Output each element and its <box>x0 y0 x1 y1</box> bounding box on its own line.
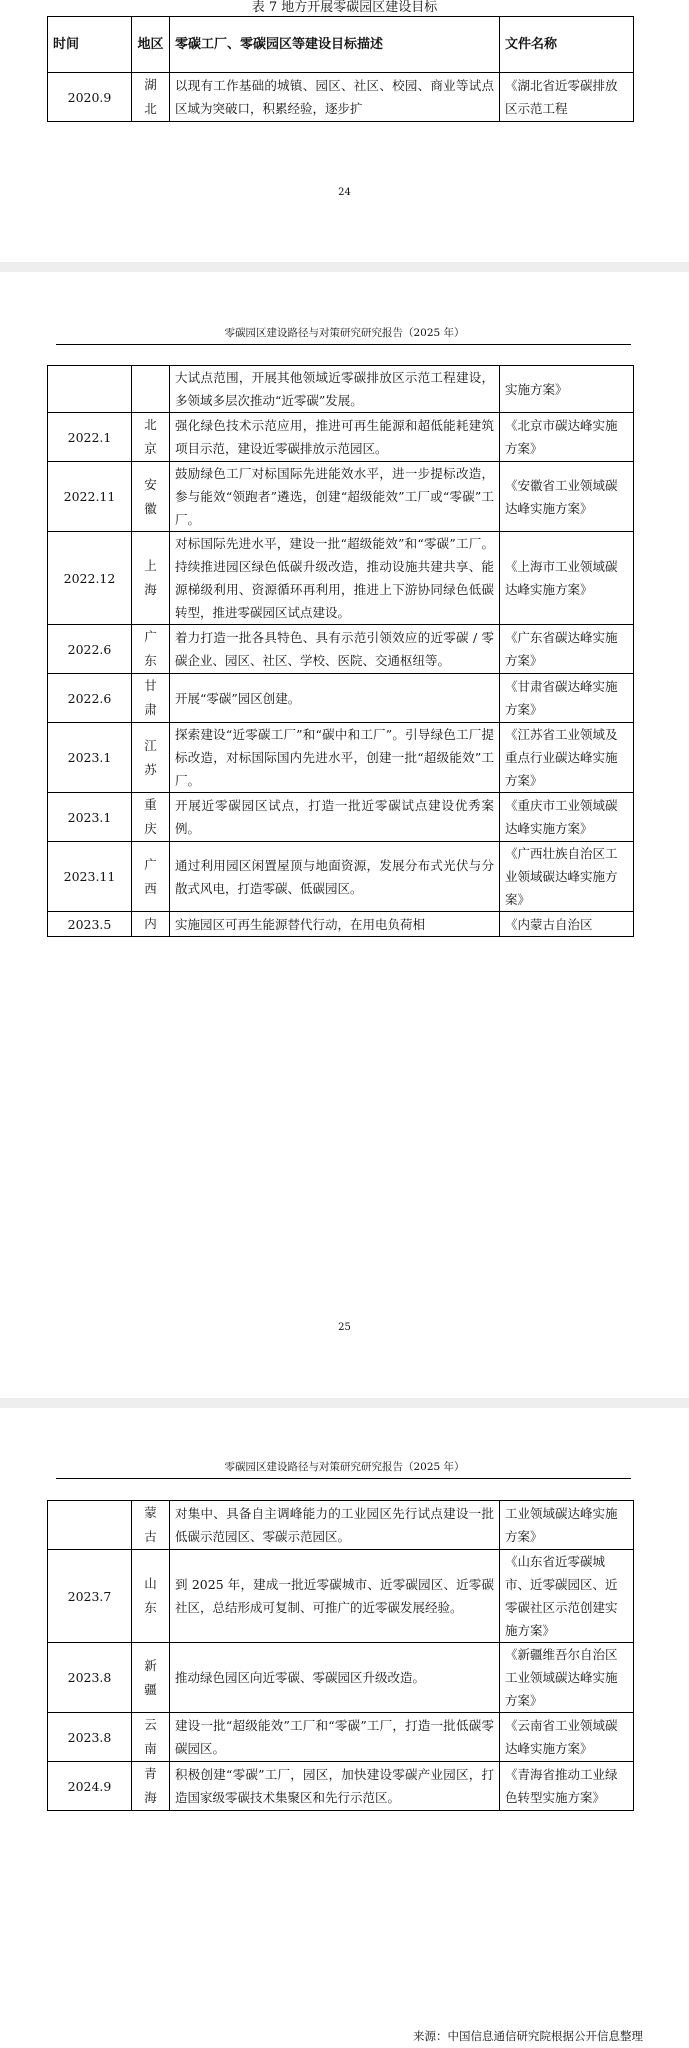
cell-time <box>48 1501 132 1550</box>
cell-time: 2022.1 <box>48 413 132 462</box>
table-row <box>48 1643 634 1713</box>
cell-desc: 强化绿色技术示范应用，推进可再生能源和超低能耗建筑项目示范，建设近零碳排放示范园区。 <box>170 413 500 462</box>
running-header: 零碳园区建设路径与对策研究研究报告（2025 年） <box>224 327 465 339</box>
header-doc: 文件名称 <box>500 17 634 73</box>
cell-doc: 《重庆市工业领域碳达峰实施方案》 <box>500 793 634 842</box>
cell-time: 2020.9 <box>48 73 132 122</box>
cell-doc: 《江苏省工业领域及重点行业碳达峰实施方案》 <box>500 723 634 793</box>
cell-region <box>132 73 170 122</box>
goals-table-part3 <box>47 1500 634 1811</box>
page-divider <box>0 1398 689 1408</box>
table-header-row <box>48 17 634 73</box>
cell-time: 2023.8 <box>48 1643 132 1713</box>
cell-time: 2023.7 <box>48 1550 132 1643</box>
region-label: 青海 <box>144 1766 157 1805</box>
cell-doc: 《内蒙古自治区 <box>500 912 634 937</box>
region-label: 内 <box>144 916 157 931</box>
header-time: 时间 <box>48 17 132 73</box>
table-row <box>48 462 634 532</box>
goals-table-part1 <box>47 16 634 122</box>
header-desc: 零碳工厂、零碳园区等建设目标描述 <box>170 17 500 73</box>
cell-doc: 《山东省近零碳城市、近零碳园区、近零碳社区示范创建实施方案》 <box>500 1550 634 1643</box>
page-divider <box>0 262 689 272</box>
cell-region <box>132 1713 170 1762</box>
cell-doc: 《上海市工业领域碳达峰实施方案》 <box>500 532 634 625</box>
cell-doc: 实施方案》 <box>500 366 634 413</box>
cell-time <box>48 366 132 413</box>
cell-time: 2022.11 <box>48 462 132 532</box>
region-label: 甘肃 <box>144 678 157 717</box>
cell-desc: 积极创建“零碳”工厂，园区，加快建设零碳产业园区，打造国家级零碳技术集聚区和先行示范区。 <box>170 1762 500 1811</box>
region-label: 上海 <box>144 558 157 597</box>
table-row <box>48 1713 634 1762</box>
cell-desc: 鼓励绿色工厂对标国际先进能效水平，进一步提标改造，参与能效“领跑者”遴选，创建“超级能效”工厂或“零碳”工厂。 <box>170 462 500 532</box>
cell-desc: 大试点范围，开展其他领域近零碳排放区示范工程建设，多领域多层次推动“近零碳”发展。 <box>170 366 500 413</box>
cell-region <box>132 413 170 462</box>
page-number: 25 <box>338 1322 351 1333</box>
region-label: 湖北 <box>144 77 157 116</box>
cell-region <box>132 793 170 842</box>
cell-doc: 《新疆维吾尔自治区工业领域碳达峰实施方案》 <box>500 1643 634 1713</box>
cell-time: 2022.12 <box>48 532 132 625</box>
cell-region <box>132 674 170 723</box>
cell-region <box>132 532 170 625</box>
cell-desc: 着力打造一批各具特色、具有示范引领效应的近零碳 / 零碳企业、园区、社区、学校、医院、交通枢纽等。 <box>170 625 500 674</box>
table-row <box>48 674 634 723</box>
cell-region <box>132 625 170 674</box>
cell-desc: 通过利用园区闲置屋顶与地面资源，发展分布式光伏与分散式风电，打造零碳、低碳园区。 <box>170 842 500 912</box>
cell-time: 2023.8 <box>48 1713 132 1762</box>
cell-doc: 《安徽省工业领域碳达峰实施方案》 <box>500 462 634 532</box>
region-label: 北京 <box>144 417 157 456</box>
cell-doc: 《广东省碳达峰实施方案》 <box>500 625 634 674</box>
cell-desc: 探索建设“近零碳工厂”和“碳中和工厂”。引导绿色工厂提标改造，对标国际国内先进水平，创建一批“超级能效”工厂。 <box>170 723 500 793</box>
cell-region <box>132 366 170 413</box>
cell-time: 2023.5 <box>48 912 132 937</box>
table-row <box>48 413 634 462</box>
source-note: 来源：中国信息通信研究院根据公开信息整理 <box>413 2029 643 2043</box>
cell-time: 2023.1 <box>48 723 132 793</box>
cell-desc: 对标国际先进水平，建设一批“超级能效”和“零碳”工厂。持续推进园区绿色低碳升级改造，推动设施共建共享、能源梯级利用、资源循环再利用，推进上下游协同绿色低碳转型，推进零碳园区试点建设。 <box>170 532 500 625</box>
table-row <box>48 793 634 842</box>
table-row <box>48 842 634 912</box>
region-label: 安徽 <box>144 476 157 516</box>
table-page2 <box>0 365 689 1283</box>
cell-doc: 《青海省推动工业绿色转型实施方案》 <box>500 1762 634 1811</box>
cell-region <box>132 1501 170 1550</box>
table-row <box>48 532 634 625</box>
region-label: 山东 <box>144 1576 157 1615</box>
table-caption: 表 7 地方开展零碳园区建设目标 <box>251 0 438 15</box>
cell-desc: 对集中、具备自主调峰能力的工业园区先行试点建设一批低碳示范园区、零碳示范园区。 <box>170 1501 500 1550</box>
region-label: 云南 <box>144 1717 157 1756</box>
cell-time: 2022.6 <box>48 625 132 674</box>
region-label: 江苏 <box>144 737 157 777</box>
cell-time: 2023.1 <box>48 793 132 842</box>
table-row <box>48 73 634 122</box>
region-label: 广东 <box>144 629 157 668</box>
cell-desc: 以现有工作基础的城镇、园区、社区、校园、商业等试点区域为突破口，积累经验，逐步扩 <box>170 73 500 122</box>
cell-doc: 工业领域碳达峰实施方案》 <box>500 1501 634 1550</box>
region-label: 重庆 <box>144 797 157 836</box>
cell-desc: 开展“零碳”园区创建。 <box>170 674 500 723</box>
table-row <box>48 912 634 937</box>
cell-region <box>132 912 170 937</box>
region-label: 广西 <box>144 856 157 896</box>
table-row <box>48 1501 634 1550</box>
cell-time: 2022.6 <box>48 674 132 723</box>
cell-region <box>132 1550 170 1643</box>
cell-region <box>132 723 170 793</box>
cell-desc: 实施园区可再生能源替代行动，在用电负荷相 <box>170 912 500 937</box>
table-row <box>48 625 634 674</box>
cell-doc: 《甘肃省碳达峰实施方案》 <box>500 674 634 723</box>
region-label: 新疆 <box>144 1657 157 1697</box>
cell-desc: 推动绿色园区向近零碳、零碳园区升级改造。 <box>170 1643 500 1713</box>
table-row <box>48 366 634 413</box>
cell-doc: 《广西壮族自治区工业领域碳达峰实施方案》 <box>500 842 634 912</box>
region-label: 蒙古 <box>144 1505 157 1544</box>
table-row <box>48 1762 634 1811</box>
cell-doc: 《湖北省近零碳排放区示范工程 <box>500 73 634 122</box>
goals-table-part2 <box>47 365 634 937</box>
cell-doc: 《云南省工业领域碳达峰实施方案》 <box>500 1713 634 1762</box>
table-row <box>48 723 634 793</box>
page-number: 24 <box>338 187 351 198</box>
cell-region <box>132 462 170 532</box>
cell-desc: 开展近零碳园区试点，打造一批近零碳试点建设优秀案例。 <box>170 793 500 842</box>
cell-time: 2023.11 <box>48 842 132 912</box>
cell-region <box>132 842 170 912</box>
cell-desc: 到 2025 年，建成一批近零碳城市、近零碳园区、近零碳社区，总结形成可复制、可推广的近零碳发展经验。 <box>170 1550 500 1643</box>
cell-desc: 建设一批“超级能效”工厂和“零碳”工厂，打造一批低碳零碳园区。 <box>170 1713 500 1762</box>
table-page1 <box>0 16 689 156</box>
cell-region <box>132 1643 170 1713</box>
header-rule <box>56 1478 631 1479</box>
running-header: 零碳园区建设路径与对策研究研究报告（2025 年） <box>224 1461 465 1473</box>
cell-region <box>132 1762 170 1811</box>
header-region: 地区 <box>132 17 170 73</box>
cell-time: 2024.9 <box>48 1762 132 1811</box>
table-row <box>48 1550 634 1643</box>
cell-doc: 《北京市碳达峰实施方案》 <box>500 413 634 462</box>
header-rule <box>56 344 631 345</box>
table-page3 <box>0 1500 689 2022</box>
